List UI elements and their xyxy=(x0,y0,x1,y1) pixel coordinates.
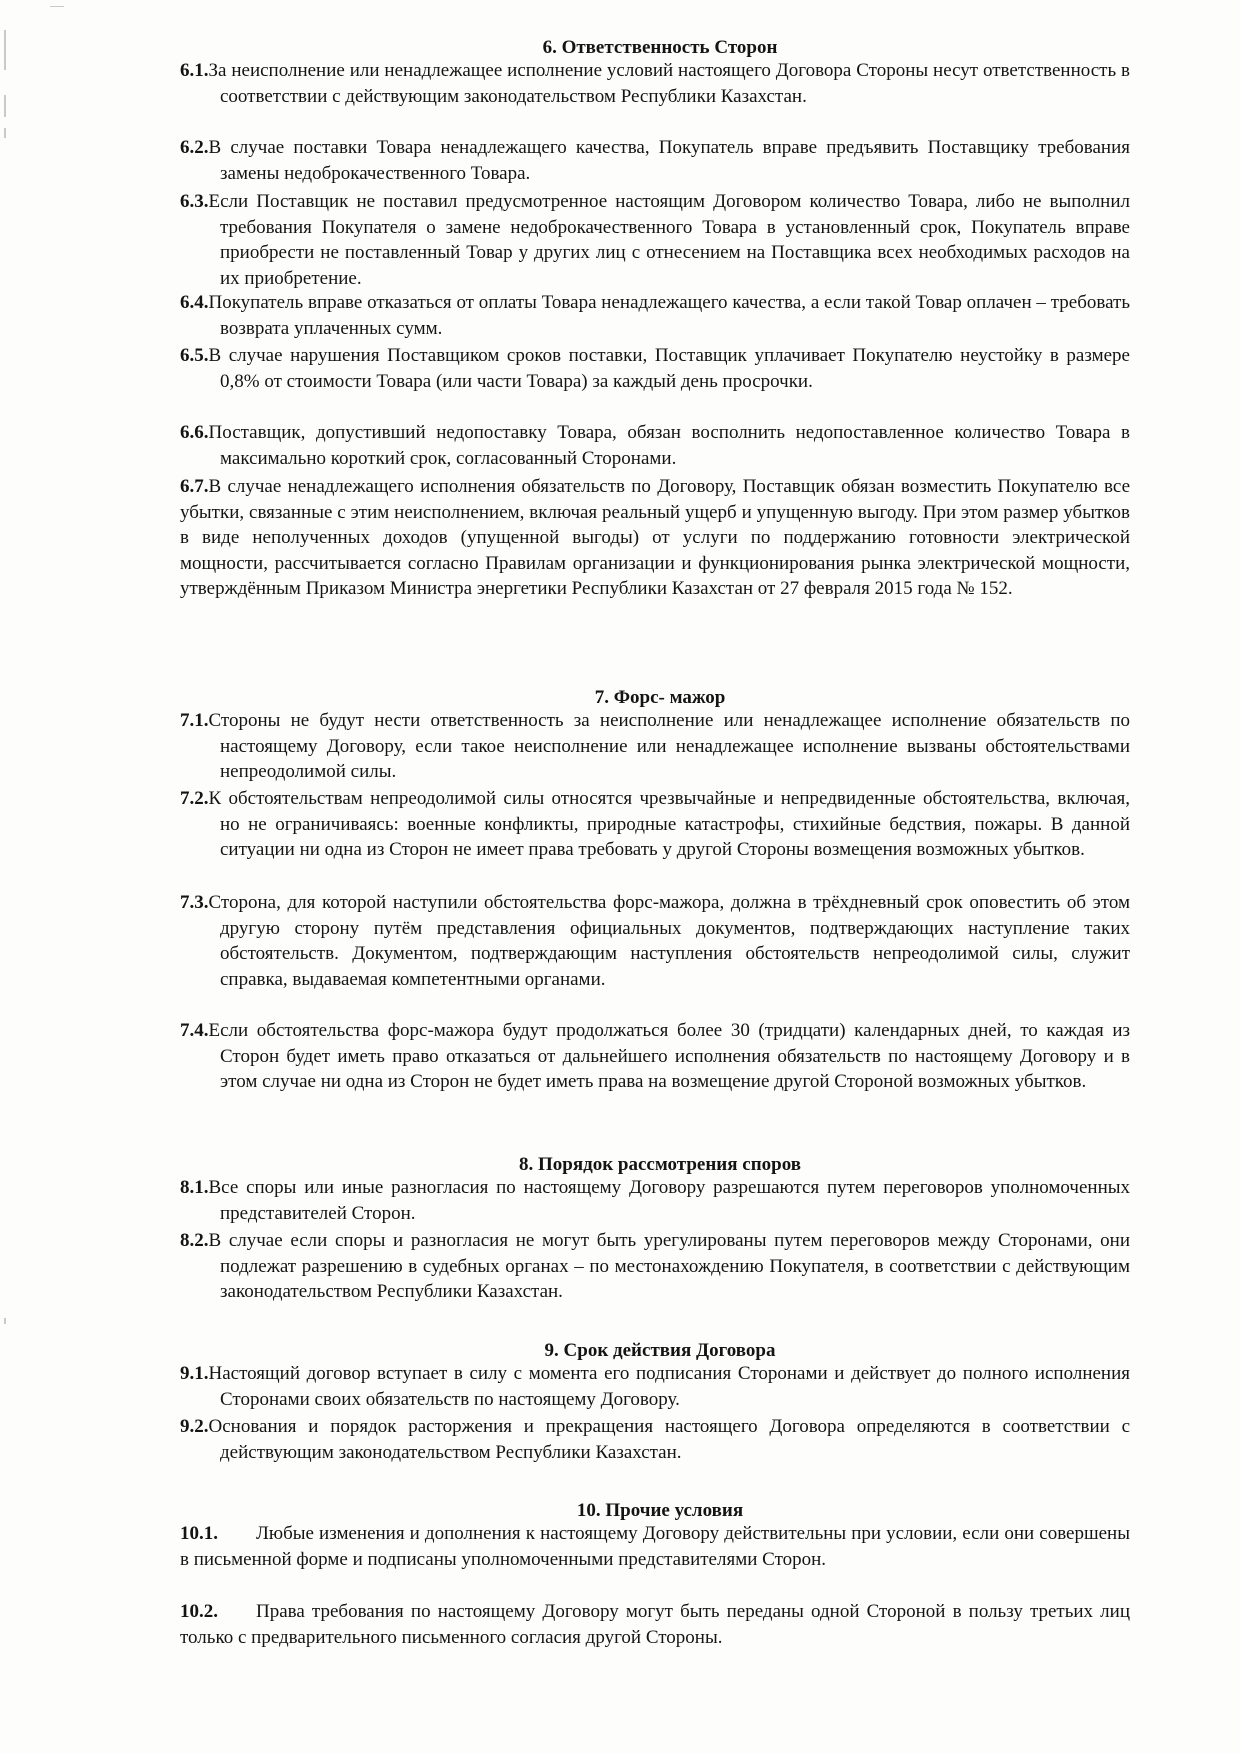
scan-artifact xyxy=(50,6,64,7)
clause-6-5 xyxy=(180,343,1130,394)
clause-6-1 xyxy=(180,58,1130,109)
clause-number: 6.1. xyxy=(180,60,209,81)
scan-artifact xyxy=(4,95,6,117)
clause-text: Основания и порядок расторжения и прекращения настоящего Договора определяются в соответствии с действующим законодательством Республики Казахстан. xyxy=(208,1416,1130,1463)
clause-number: 9.1. xyxy=(180,1363,209,1384)
clause-7-3 xyxy=(180,890,1130,992)
scan-artifact xyxy=(4,1318,6,1324)
section-heading: 9. Срок действия Договора xyxy=(544,1340,776,1361)
clause-number: 7.2. xyxy=(180,788,209,809)
clause-6-4 xyxy=(180,290,1130,341)
clause-6-3 xyxy=(180,189,1130,291)
clause-number: 9.2. xyxy=(180,1416,209,1437)
clause-number: 6.5. xyxy=(180,345,209,366)
clause-text: В случае если споры и разногласия не могут быть урегулированы путем переговоров между Сторонами, они подлежат разрешению в судебных органах – по местонахождению Покупателя, в соответствии с действующим законодательством Республики Казахстан. xyxy=(208,1230,1130,1303)
clause-number: 7.1. xyxy=(180,710,209,731)
clause-10-1 xyxy=(180,1521,1130,1572)
clause-text: Стороны не будут нести ответственность за неисполнение или ненадлежащее исполнение обязательств по настоящему Договору, если такое неисполнение или ненадлежащее исполнение вызваны обстоятельствами непреодолимой силы. xyxy=(208,710,1130,783)
clause-number: 6.6. xyxy=(180,422,209,443)
section-heading: 6. Ответственность Сторон xyxy=(542,37,778,58)
clause-text: Права требования по настоящему Договору могут быть переданы одной Стороной в пользу третьих лиц только с предварительного письменного согласия другой Стороны. xyxy=(180,1601,1130,1648)
clause-6-2 xyxy=(180,135,1130,186)
section-heading: 8. Порядок рассмотрения споров xyxy=(518,1154,802,1175)
clause-text: Если обстоятельства форс-мажора будут продолжаться более 30 (тридцати) календарных дней, то каждая из Сторон будет иметь право отказаться от дальнейшего исполнения обязательств по настоящему Договору и в этом случае ни одна из Сторон не будет иметь права на возмещение другой Стороной возможных убытков. xyxy=(208,1020,1130,1093)
scan-artifact xyxy=(4,30,6,70)
clause-7-1 xyxy=(180,708,1130,785)
clause-text: Покупатель вправе отказаться от оплаты Товара ненадлежащего качества, а если такой Товар оплачен – требовать возврата уплаченных сумм. xyxy=(208,292,1130,339)
clause-9-2 xyxy=(180,1414,1130,1465)
clause-number: 7.4. xyxy=(180,1020,209,1041)
section-heading: 7. Форс- мажор xyxy=(594,687,726,708)
clause-text: В случае ненадлежащего исполнения обязательств по Договору, Поставщик обязан возместить Покупателю все убытки, связанные с этим неисполнением, включая реальный ущерб и упущенную выгоду. При этом размер убытков в виде неполученных доходов (упущенной выгоды) от услуги по поддержанию готовности электрической мощности, рассчитывается согласно Правилам организации и функционирования рынка электрической мощности, утверждённым Приказом Министра энергетики Республики Казахстан от 27 февраля 2015 года № 152. xyxy=(180,476,1130,600)
clause-8-2 xyxy=(180,1228,1130,1305)
clause-text: Все споры или иные разногласия по настоящему Договору разрешаются путем переговоров уполномоченных представителей Сторон. xyxy=(208,1177,1130,1224)
clause-text: К обстоятельствам непреодолимой силы относятся чрезвычайные и непредвиденные обстоятельства, включая, но не ограничиваясь: военные конфликты, природные катастрофы, стихийные бедствия, пожары. В данной ситуации ни одна из Сторон не имеет права требовать у другой Стороны возмещения возможных убытков. xyxy=(208,788,1130,861)
clause-text: В случае нарушения Поставщиком сроков поставки, Поставщик уплачивает Покупателю неустойку в размере 0,8% от стоимости Товара (или части Товара) за каждый день просрочки. xyxy=(208,345,1130,392)
clause-number: 10.2. xyxy=(180,1601,218,1622)
clause-9-1 xyxy=(180,1361,1130,1412)
clause-number: 8.1. xyxy=(180,1177,209,1198)
clause-text: Если Поставщик не поставил предусмотренное настоящим Договором количество Товара, либо не выполнил требования Покупателя о замене недоброкачественного Товара в установленный срок, Покупатель вправе приобрести не поставленный Товар у других лиц с отнесением на Поставщика всех необходимых расходов на их приобретение. xyxy=(208,191,1130,289)
section-heading: 10. Прочие условия xyxy=(576,1500,744,1521)
clause-number: 6.4. xyxy=(180,292,209,313)
clause-number: 6.7. xyxy=(180,476,209,497)
clause-6-6 xyxy=(180,420,1130,471)
clause-text: Любые изменения и дополнения к настоящему Договору действительны при условии, если они совершены в письменной форме и подписаны уполномоченными представителями Сторон. xyxy=(180,1523,1130,1570)
clause-text: Сторона, для которой наступили обстоятельства форс-мажора, должна в трёхдневный срок оповестить об этом другую сторону путём представления официальных документов, подтверждающих наступление таких обстоятельств. Документом, подтверждающим наступления обстоятельств непреодолимой силы, служит справка, выдаваемая компетентными органами. xyxy=(208,892,1130,990)
scan-artifact xyxy=(4,128,6,138)
clause-number: 8.2. xyxy=(180,1230,209,1251)
clause-number: 10.1. xyxy=(180,1523,218,1544)
clause-8-1 xyxy=(180,1175,1130,1226)
clause-7-4 xyxy=(180,1018,1130,1095)
clause-text: Поставщик, допустивший недопоставку Товара, обязан восполнить недопоставленное количество Товара в максимально короткий срок, согласованный Сторонами. xyxy=(208,422,1130,469)
clause-7-2 xyxy=(180,786,1130,863)
clause-text: За неисполнение или ненадлежащее исполнение условий настоящего Договора Стороны несут ответственность в соответствии с действующим законодательством Республики Казахстан. xyxy=(208,60,1130,107)
clause-10-2 xyxy=(180,1599,1130,1650)
clause-number: 6.3. xyxy=(180,191,209,212)
clause-number: 6.2. xyxy=(180,137,209,158)
clause-text: Настоящий договор вступает в силу с момента его подписания Сторонами и действует до полного исполнения Сторонами своих обязательств по настоящему Договору. xyxy=(208,1363,1130,1410)
clause-text: В случае поставки Товара ненадлежащего качества, Покупатель вправе предъявить Поставщику требования замены недоброкачественного Товара. xyxy=(208,137,1130,184)
clause-6-7 xyxy=(180,474,1130,602)
clause-number: 7.3. xyxy=(180,892,209,913)
